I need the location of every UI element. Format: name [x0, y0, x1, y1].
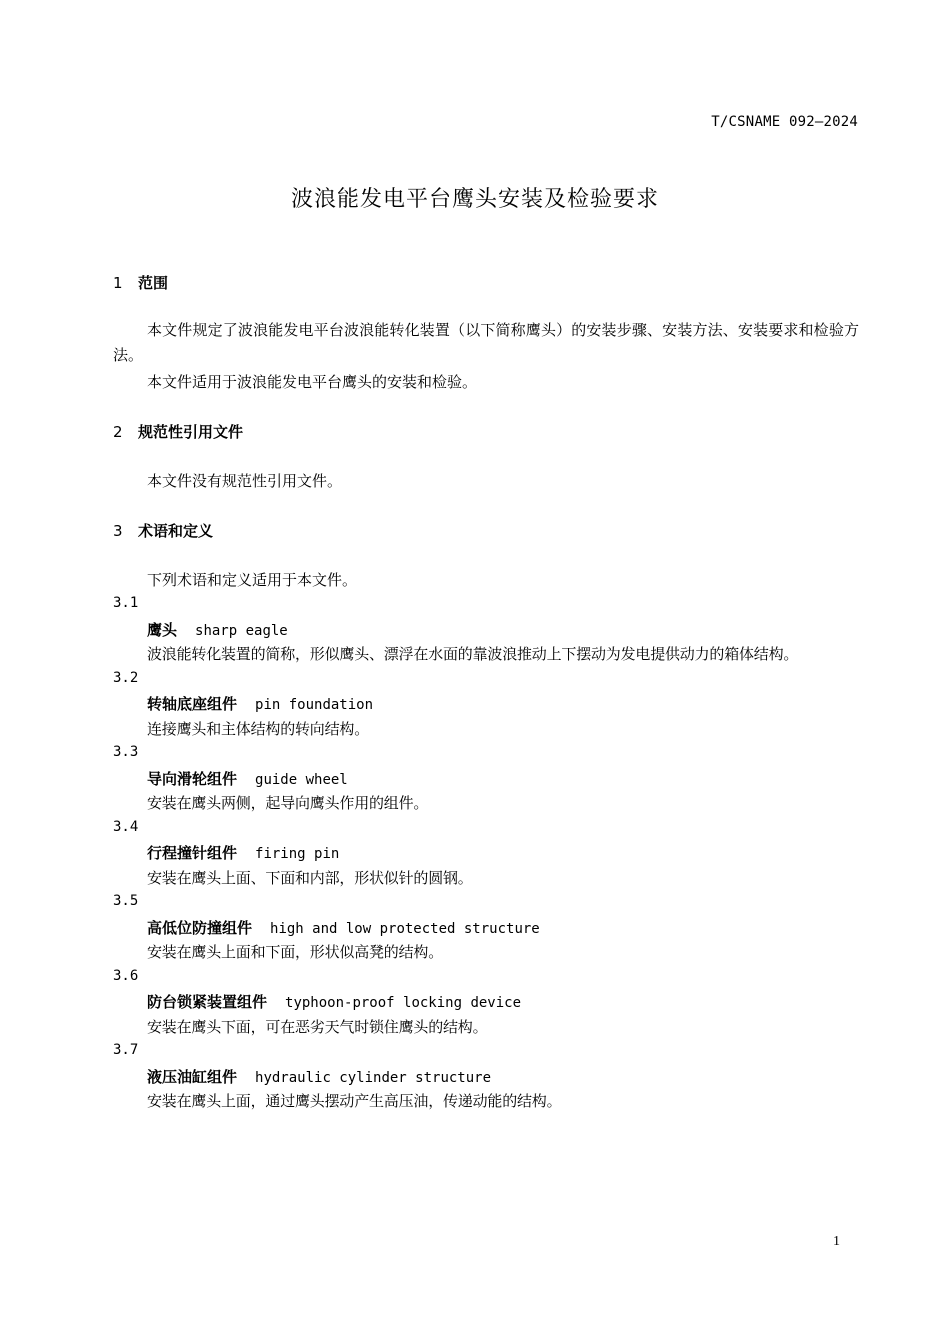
term-english: pin foundation [255, 697, 374, 713]
term-number: 3.3 [113, 744, 139, 760]
term-definition: 安装在鹰头上面，通过鹰头摆动产生高压油，传递动能的结构。 [147, 1092, 562, 1110]
page-number: 1 [833, 1234, 840, 1249]
section-heading-normative-references [113, 421, 243, 442]
term-number: 3.7 [113, 1042, 139, 1058]
term-entry [147, 1066, 491, 1087]
term-chinese: 行程撞针组件 [147, 844, 238, 862]
term-english: firing pin [255, 846, 340, 862]
term-english: guide wheel [255, 772, 348, 788]
paragraph: 下列术语和定义适用于本文件。 [147, 571, 358, 589]
section-title: 范围 [138, 274, 169, 292]
section-heading-terms-definitions [113, 520, 213, 541]
term-english: sharp eagle [195, 623, 288, 639]
term-entry [147, 619, 288, 640]
term-number: 3.5 [113, 893, 139, 909]
term-english: hydraulic cylinder structure [255, 1070, 492, 1086]
term-number: 3.1 [113, 595, 139, 611]
term-chinese: 高低位防撞组件 [147, 919, 253, 937]
term-definition: 安装在鹰头上面和下面，形状似高凳的结构。 [147, 943, 444, 961]
paragraph: 本文件适用于波浪能发电平台鹰头的安装和检验。 [147, 373, 478, 391]
term-entry [147, 842, 339, 863]
term-chinese: 导向滑轮组件 [147, 770, 238, 788]
term-definition: 连接鹰头和主体结构的转向结构。 [147, 720, 370, 738]
term-definition: 安装在鹰头两侧，起导向鹰头作用的组件。 [147, 794, 429, 812]
term-chinese: 转轴底座组件 [147, 695, 238, 713]
section-number: 1 [113, 274, 123, 292]
standard-code: T/CSNAME 092—2024 [711, 114, 858, 130]
term-number: 3.6 [113, 968, 139, 984]
term-definition: 安装在鹰头下面，可在恶劣天气时锁住鹰头的结构。 [147, 1018, 488, 1036]
term-definition: 安装在鹰头上面、下面和内部，形状似针的圆钢。 [147, 869, 473, 887]
term-number: 3.2 [113, 670, 139, 686]
document-title: 波浪能发电平台鹰头安装及检验要求 [290, 187, 659, 212]
term-english: typhoon-proof locking device [285, 995, 522, 1011]
term-entry [147, 768, 348, 789]
term-english: high and low protected structure [270, 921, 540, 937]
paragraph: 本文件规定了波浪能发电平台波浪能转化装置（以下简称鹰头）的安装步骤、安装方法、安装要求和检验方法。 [113, 321, 859, 364]
term-entry [147, 917, 540, 938]
section-title: 术语和定义 [138, 522, 214, 540]
paragraph: 本文件没有规范性引用文件。 [147, 472, 343, 490]
term-chinese: 鹰头 [147, 621, 178, 639]
term-chinese: 防台锁紧装置组件 [147, 993, 268, 1011]
section-number: 3 [113, 522, 123, 540]
term-entry [147, 693, 373, 714]
section-title: 规范性引用文件 [138, 423, 244, 441]
term-definition: 波浪能转化装置的简称，形似鹰头、漂浮在水面的靠波浪推动上下摆动为发电提供动力的箱体结构。 [147, 645, 799, 663]
section-number: 2 [113, 423, 123, 441]
term-entry [147, 991, 521, 1012]
term-number: 3.4 [113, 819, 139, 835]
term-chinese: 液压油缸组件 [147, 1068, 238, 1086]
section-heading-scope [113, 272, 168, 293]
